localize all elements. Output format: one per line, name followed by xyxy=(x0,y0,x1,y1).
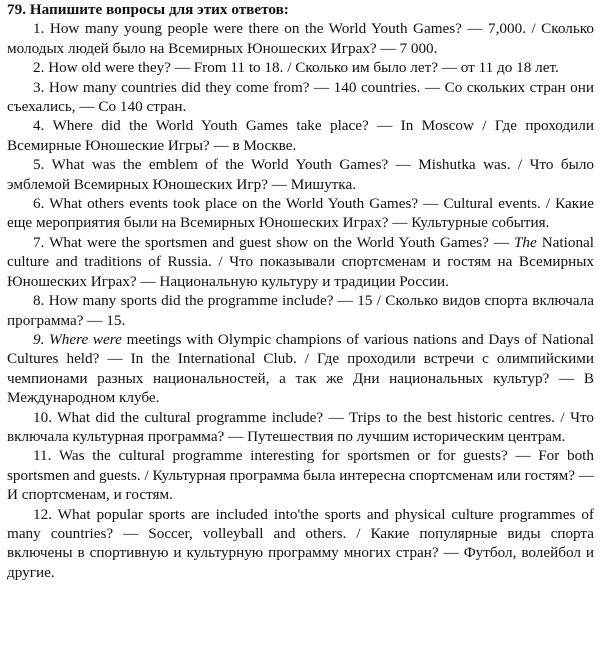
list-item xyxy=(7,78,594,117)
item-text: Where did the World Youth Games take place? — In Moscow / Где проходили Всемирные Юношеские Игры? — в Москве. xyxy=(7,117,594,154)
item-text: meetings with Olympic champions of various nations and Days of National Cultures held? — In the International Club. / Где проходили встречи с олимпийскими чемпионами разных национальностей, а так же Дни национальных культур? — В Международном клубе. xyxy=(7,330,595,407)
list-item xyxy=(7,408,594,447)
item-number: 4. xyxy=(33,117,45,135)
item-number: 9. xyxy=(33,330,45,348)
list-item xyxy=(7,233,594,291)
item-text: What popular sports are included into'the sports and physical culture programmes of many countries? — Soccer, volleyball and others. / Какие популярные виды спорта включены в спортивную и культурную программу многих стран? — Футбол, волейбол и другие. xyxy=(7,505,594,581)
item-text: What others events took place on the World Youth Games? — Cultural events. / Какие еще мероприятия были на Всемирных Юношеских Играх? — Культурные события. xyxy=(7,195,594,232)
item-text: Was the cultural programme interesting for sportsmen or for guests? — For both sportsmen and guests. / Культурная программа была интересна спортсменам или гостям? — И спортсменам, и гостям. xyxy=(7,447,594,504)
item-text-italic: Where were xyxy=(49,330,122,348)
item-number: 3. xyxy=(33,78,45,96)
item-text: How many young people were there on the World Youth Games? — 7,000. / Сколько молодых людей было на Всемирных Юношеских Играх? — 7 000. xyxy=(7,20,594,57)
item-number: 7. xyxy=(33,233,45,251)
item-text: How old were they? — From 11 to 18. / Сколько им было лет? — от 11 до 18 лет. xyxy=(48,59,559,77)
item-text: National culture and traditions of Russia. / Что показывали спортсменам и гостям на Всемирных Юношеских Играх? — Национальную культуру и традиции России. xyxy=(7,233,595,290)
list-item xyxy=(7,19,594,58)
item-text: What did the cultural programme include? — Trips to the best historic centres. / Что включала культурная программа? — Путешествия по лучшим историческим центрам. xyxy=(7,408,594,445)
item-text-italic: The xyxy=(513,233,537,251)
item-number: 11. xyxy=(33,447,52,465)
item-number: 2. xyxy=(33,59,45,77)
list-item xyxy=(7,291,594,330)
item-number: 5. xyxy=(33,156,45,174)
list-item xyxy=(7,446,594,504)
item-text: How many countries did they come from? — 140 countries. — Со скольких стран они съехались, — Со 140 стран. xyxy=(7,78,595,116)
item-text: What was the emblem of the World Youth Games? — Mishutka was. / Что было эмблемой Всемирных Юношеских Игр? — Мишутка. xyxy=(7,156,594,193)
list-item xyxy=(7,505,594,583)
item-number: 6. xyxy=(33,195,45,213)
list-item xyxy=(7,116,594,155)
item-number: 8. xyxy=(33,292,45,310)
item-number: 10. xyxy=(33,408,52,426)
item-number: 1. xyxy=(33,20,45,38)
item-text: How many sports did the programme include? — 15 / Сколько видов спорта включала программа? — 15. xyxy=(7,292,594,329)
list-item xyxy=(7,330,594,408)
list-item xyxy=(7,155,594,194)
exercise-heading: 79. Напишите вопросы для этих ответов: xyxy=(7,1,289,18)
list-item xyxy=(7,58,594,77)
item-number: 12. xyxy=(33,505,52,523)
list-item xyxy=(7,194,594,233)
item-text: What were the sportsmen and guest show on the World Youth Games? — xyxy=(49,233,509,251)
